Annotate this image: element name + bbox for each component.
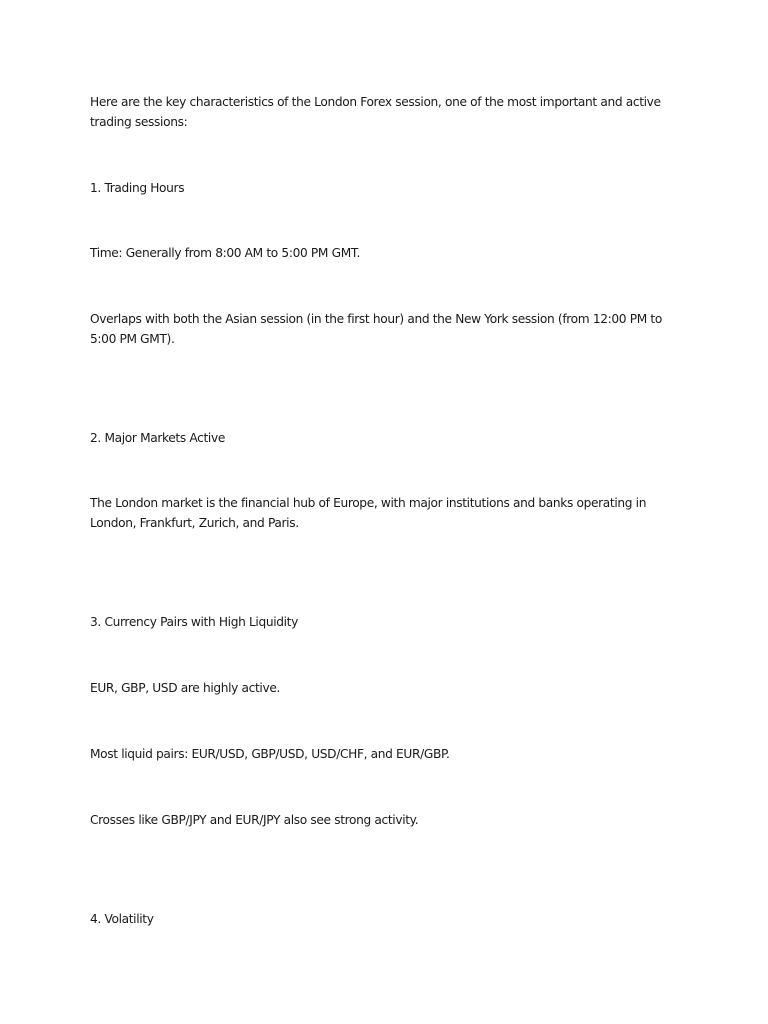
intro-paragraph: Here are the key characteristics of the London Forex session, one of the most important and active trading sessions: xyxy=(90,95,661,129)
paragraph-crosses: Crosses like GBP/JPY and EUR/JPY also see strong activity. xyxy=(90,813,419,827)
section-heading-volatility: 4. Volatility xyxy=(90,912,154,926)
section-heading-major-markets: 2. Major Markets Active xyxy=(90,431,225,445)
paragraph-london-market: The London market is the financial hub of Europe, with major institutions and banks operating in London, Frankfurt, Zurich, and Paris. xyxy=(90,496,647,530)
section-heading-currency-pairs: 3. Currency Pairs with High Liquidity xyxy=(90,615,298,629)
paragraph-session-overlaps: Overlaps with both the Asian session (in the first hour) and the New York session (from 12:00 PM to 5:00 PM GMT). xyxy=(90,312,662,346)
paragraph-active-currencies: EUR, GBP, USD are highly active. xyxy=(90,681,281,695)
paragraph-liquid-pairs: Most liquid pairs: EUR/USD, GBP/USD, USD/CHF, and EUR/GBP. xyxy=(90,747,450,761)
section-heading-trading-hours: 1. Trading Hours xyxy=(90,181,185,195)
paragraph-trading-time: Time: Generally from 8:00 AM to 5:00 PM GMT. xyxy=(90,246,361,260)
